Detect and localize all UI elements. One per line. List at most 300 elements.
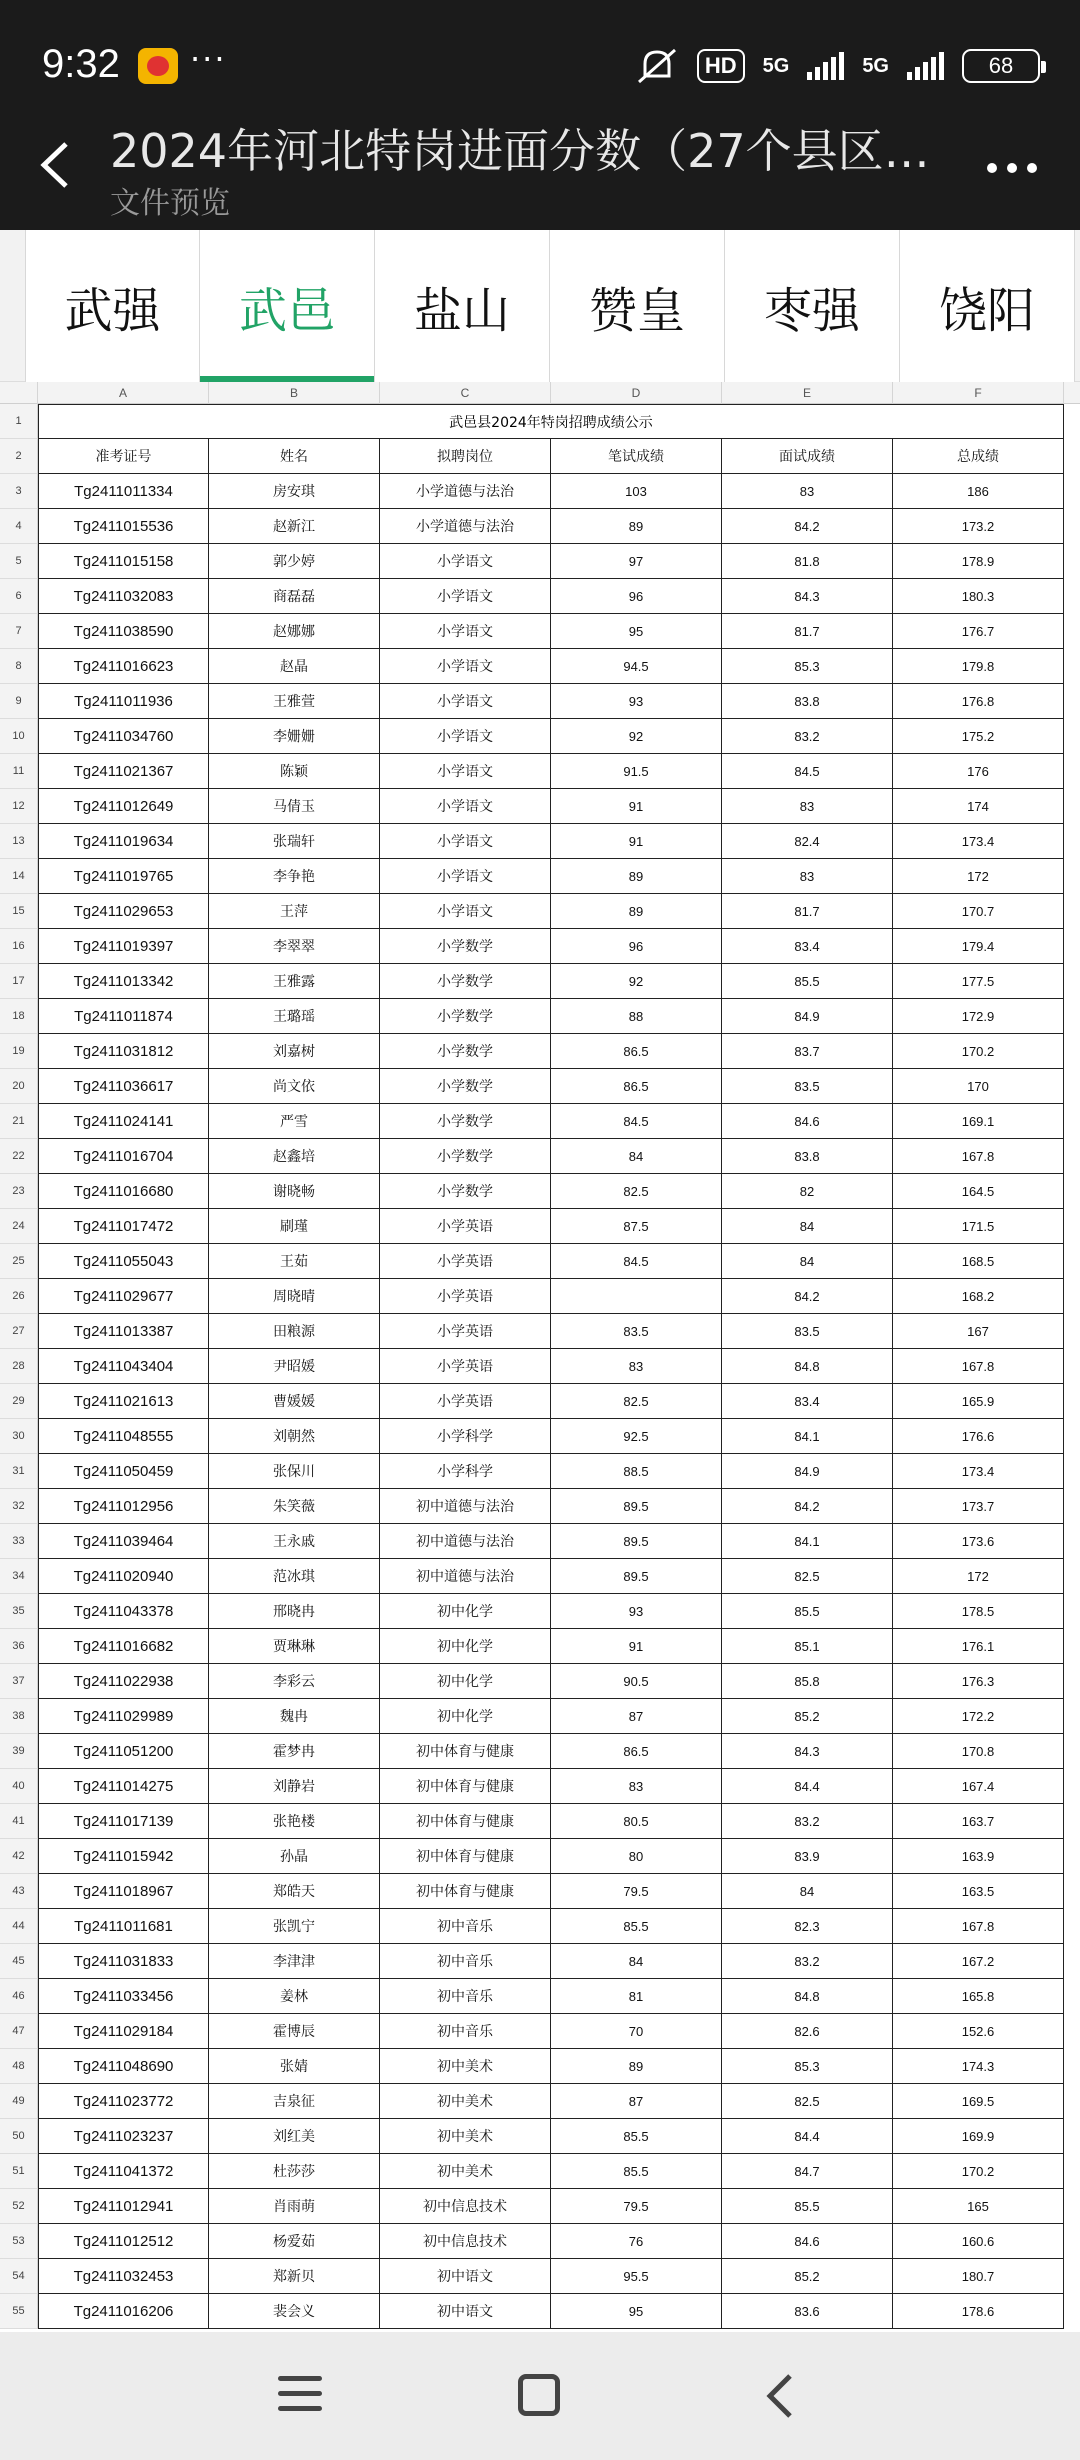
table-cell[interactable]: 88	[551, 999, 722, 1034]
table-cell[interactable]: 179.4	[893, 929, 1064, 964]
row-number[interactable]: 8	[0, 649, 38, 684]
table-cell[interactable]: Tg2411036617	[38, 1069, 209, 1104]
tab-zaoqiang[interactable]: 枣强	[725, 230, 900, 382]
table-cell[interactable]: 严雪	[209, 1104, 380, 1139]
table-cell[interactable]: 83.8	[722, 1139, 893, 1174]
row-number[interactable]: 14	[0, 859, 38, 894]
table-cell[interactable]: 张婧	[209, 2049, 380, 2084]
table-cell[interactable]: 陈颖	[209, 754, 380, 789]
table-cell[interactable]: 164.5	[893, 1174, 1064, 1209]
table-cell[interactable]: Tg2411055043	[38, 1244, 209, 1279]
row-number[interactable]: 18	[0, 999, 38, 1034]
table-cell[interactable]: 李津津	[209, 1944, 380, 1979]
table-cell[interactable]: Tg2411041372	[38, 2154, 209, 2189]
header-cell[interactable]: 拟聘岗位	[380, 439, 551, 474]
table-cell[interactable]: 93	[551, 1594, 722, 1629]
table-cell[interactable]: 小学数学	[380, 1034, 551, 1069]
table-cell[interactable]: 186	[893, 474, 1064, 509]
table-cell[interactable]: 95.5	[551, 2259, 722, 2294]
table-cell[interactable]: 179.8	[893, 649, 1064, 684]
table-cell[interactable]: 82.5	[722, 2084, 893, 2119]
table-cell[interactable]: Tg2411023772	[38, 2084, 209, 2119]
table-cell[interactable]: 174	[893, 789, 1064, 824]
table-cell[interactable]: 80	[551, 1839, 722, 1874]
table-cell[interactable]: 87	[551, 2084, 722, 2119]
table-cell[interactable]: Tg2411011334	[38, 474, 209, 509]
table-cell[interactable]: 168.2	[893, 1279, 1064, 1314]
table-cell[interactable]: Tg2411014275	[38, 1769, 209, 1804]
table-cell[interactable]: 初中美术	[380, 2084, 551, 2119]
table-cell[interactable]: 小学科学	[380, 1419, 551, 1454]
table-cell[interactable]: 姜林	[209, 1979, 380, 2014]
table-cell[interactable]: 173.4	[893, 824, 1064, 859]
table-cell[interactable]: 85.2	[722, 2259, 893, 2294]
table-cell[interactable]: 85.3	[722, 649, 893, 684]
table-cell[interactable]: Tg2411011874	[38, 999, 209, 1034]
table-cell[interactable]: 176.6	[893, 1419, 1064, 1454]
column-letter[interactable]: B	[209, 382, 380, 404]
table-cell[interactable]: Tg2411015536	[38, 509, 209, 544]
table-cell[interactable]: 91.5	[551, 754, 722, 789]
table-cell[interactable]: 172.9	[893, 999, 1064, 1034]
table-cell[interactable]: 84.3	[722, 579, 893, 614]
table-cell[interactable]: 王茹	[209, 1244, 380, 1279]
table-cell[interactable]: 初中化学	[380, 1664, 551, 1699]
row-number[interactable]: 12	[0, 789, 38, 824]
row-number[interactable]: 16	[0, 929, 38, 964]
table-cell[interactable]: 92	[551, 964, 722, 999]
table-cell[interactable]: 83.2	[722, 1944, 893, 1979]
table-cell[interactable]: 175.2	[893, 719, 1064, 754]
table-cell[interactable]: 84.7	[722, 2154, 893, 2189]
table-cell[interactable]: 84.4	[722, 2119, 893, 2154]
table-cell[interactable]: Tg2411029989	[38, 1699, 209, 1734]
table-cell[interactable]: 刘嘉树	[209, 1034, 380, 1069]
table-cell[interactable]: 张艳楼	[209, 1804, 380, 1839]
table-cell[interactable]: 84	[551, 1944, 722, 1979]
table-cell[interactable]: Tg2411016704	[38, 1139, 209, 1174]
table-cell[interactable]: 小学英语	[380, 1384, 551, 1419]
table-cell[interactable]: 96	[551, 579, 722, 614]
table-cell[interactable]: 95	[551, 2294, 722, 2329]
row-number[interactable]: 25	[0, 1244, 38, 1279]
header-cell[interactable]: 姓名	[209, 439, 380, 474]
table-cell[interactable]	[551, 1279, 722, 1314]
table-cell[interactable]: 92.5	[551, 1419, 722, 1454]
row-number[interactable]: 24	[0, 1209, 38, 1244]
table-cell[interactable]: 167.2	[893, 1944, 1064, 1979]
table-cell[interactable]: 83.9	[722, 1839, 893, 1874]
row-number[interactable]: 31	[0, 1454, 38, 1489]
row-number[interactable]: 51	[0, 2154, 38, 2189]
table-cell[interactable]: 84.5	[551, 1244, 722, 1279]
table-cell[interactable]: 小学英语	[380, 1209, 551, 1244]
row-number[interactable]: 37	[0, 1664, 38, 1699]
table-cell[interactable]: 84.8	[722, 1979, 893, 2014]
table-cell[interactable]: 李争艳	[209, 859, 380, 894]
table-cell[interactable]: 小学数学	[380, 1139, 551, 1174]
table-cell[interactable]: 97	[551, 544, 722, 579]
table-cell[interactable]: 84	[722, 1874, 893, 1909]
table-cell[interactable]: Tg2411051200	[38, 1734, 209, 1769]
table-cell[interactable]: 83.6	[722, 2294, 893, 2329]
table-cell[interactable]: 88.5	[551, 1454, 722, 1489]
table-cell[interactable]: 81.7	[722, 894, 893, 929]
row-number[interactable]: 10	[0, 719, 38, 754]
table-cell[interactable]: 170	[893, 1069, 1064, 1104]
table-cell[interactable]: 尚文依	[209, 1069, 380, 1104]
table-cell[interactable]: 杨爱茹	[209, 2224, 380, 2259]
table-cell[interactable]: 小学英语	[380, 1314, 551, 1349]
table-cell[interactable]: 167	[893, 1314, 1064, 1349]
table-cell[interactable]: 小学语文	[380, 859, 551, 894]
table-cell[interactable]: 84.5	[551, 1104, 722, 1139]
table-cell[interactable]: Tg2411012956	[38, 1489, 209, 1524]
row-number[interactable]: 42	[0, 1839, 38, 1874]
table-cell[interactable]: 83	[722, 789, 893, 824]
row-number[interactable]: 3	[0, 474, 38, 509]
table-cell[interactable]: 96	[551, 929, 722, 964]
row-number[interactable]: 44	[0, 1909, 38, 1944]
table-cell[interactable]: 85.5	[722, 2189, 893, 2224]
table-cell[interactable]: 初中体育与健康	[380, 1804, 551, 1839]
table-cell[interactable]: 朱笑薇	[209, 1489, 380, 1524]
table-cell[interactable]: 84.4	[722, 1769, 893, 1804]
table-cell[interactable]: 172	[893, 859, 1064, 894]
table-cell[interactable]: 170.7	[893, 894, 1064, 929]
column-letter[interactable]: E	[722, 382, 893, 404]
table-cell[interactable]: 170.2	[893, 1034, 1064, 1069]
table-cell[interactable]: 84.1	[722, 1524, 893, 1559]
table-cell[interactable]: 85.5	[722, 964, 893, 999]
table-cell[interactable]: 84.6	[722, 1104, 893, 1139]
header-cell[interactable]: 笔试成绩	[551, 439, 722, 474]
row-number[interactable]: 23	[0, 1174, 38, 1209]
table-cell[interactable]: 初中语文	[380, 2294, 551, 2329]
table-cell[interactable]: 83	[551, 1349, 722, 1384]
column-letter[interactable]: C	[380, 382, 551, 404]
table-cell[interactable]: 初中化学	[380, 1699, 551, 1734]
header-cell[interactable]: 准考证号	[38, 439, 209, 474]
table-cell[interactable]: 李姗姗	[209, 719, 380, 754]
table-cell[interactable]: 169.9	[893, 2119, 1064, 2154]
table-cell[interactable]: 赵娜娜	[209, 614, 380, 649]
table-cell[interactable]: 85.3	[722, 2049, 893, 2084]
table-cell[interactable]: 郑皓天	[209, 1874, 380, 1909]
row-number[interactable]: 29	[0, 1384, 38, 1419]
table-cell[interactable]: 87	[551, 1699, 722, 1734]
table-cell[interactable]: 160.6	[893, 2224, 1064, 2259]
row-number[interactable]: 36	[0, 1629, 38, 1664]
table-cell[interactable]: 李翠翠	[209, 929, 380, 964]
row-number[interactable]: 15	[0, 894, 38, 929]
row-number[interactable]: 48	[0, 2049, 38, 2084]
table-cell[interactable]: 91	[551, 789, 722, 824]
table-cell[interactable]: 小学数学	[380, 1174, 551, 1209]
row-number[interactable]: 20	[0, 1069, 38, 1104]
table-cell[interactable]: 81.8	[722, 544, 893, 579]
table-cell[interactable]: 初中信息技术	[380, 2189, 551, 2224]
row-number[interactable]: 4	[0, 509, 38, 544]
table-cell[interactable]: Tg2411019765	[38, 859, 209, 894]
table-cell[interactable]: 初中化学	[380, 1629, 551, 1664]
table-cell[interactable]: 86.5	[551, 1069, 722, 1104]
row-number[interactable]: 6	[0, 579, 38, 614]
row-number[interactable]: 9	[0, 684, 38, 719]
table-cell[interactable]: 91	[551, 1629, 722, 1664]
table-cell[interactable]: 86.5	[551, 1034, 722, 1069]
table-cell[interactable]: 84	[722, 1209, 893, 1244]
table-cell[interactable]: 170.2	[893, 2154, 1064, 2189]
corner-cell[interactable]	[0, 382, 38, 404]
table-cell[interactable]: 郑新贝	[209, 2259, 380, 2294]
row-number[interactable]: 49	[0, 2084, 38, 2119]
row-number[interactable]: 34	[0, 1559, 38, 1594]
table-cell[interactable]: Tg2411031833	[38, 1944, 209, 1979]
table-cell[interactable]: 小学数学	[380, 999, 551, 1034]
table-cell[interactable]: 84.2	[722, 509, 893, 544]
table-cell[interactable]: Tg2411016623	[38, 649, 209, 684]
table-cell[interactable]: 魏冉	[209, 1699, 380, 1734]
table-cell[interactable]: Tg2411029184	[38, 2014, 209, 2049]
table-cell[interactable]: 70	[551, 2014, 722, 2049]
table-cell[interactable]: 郭少婷	[209, 544, 380, 579]
table-cell[interactable]: Tg2411032453	[38, 2259, 209, 2294]
row-number[interactable]: 35	[0, 1594, 38, 1629]
table-cell[interactable]: 小学语文	[380, 579, 551, 614]
table-cell[interactable]: Tg2411012512	[38, 2224, 209, 2259]
table-cell[interactable]: 178.6	[893, 2294, 1064, 2329]
row-number[interactable]: 43	[0, 1874, 38, 1909]
table-cell[interactable]: 初中语文	[380, 2259, 551, 2294]
table-cell[interactable]: 84	[551, 1139, 722, 1174]
table-cell[interactable]: 小学数学	[380, 929, 551, 964]
table-cell[interactable]: 刘静岩	[209, 1769, 380, 1804]
table-cell[interactable]: 178.9	[893, 544, 1064, 579]
table-cell[interactable]: Tg2411050459	[38, 1454, 209, 1489]
table-cell[interactable]: 86.5	[551, 1734, 722, 1769]
tab-wuyi[interactable]: 武邑	[200, 230, 375, 382]
table-cell[interactable]: 张凯宁	[209, 1909, 380, 1944]
table-cell[interactable]: 小学语文	[380, 649, 551, 684]
row-number[interactable]: 30	[0, 1419, 38, 1454]
table-cell[interactable]: Tg2411043404	[38, 1349, 209, 1384]
table-cell[interactable]: 176.7	[893, 614, 1064, 649]
table-cell[interactable]: 张保川	[209, 1454, 380, 1489]
table-cell[interactable]: 76	[551, 2224, 722, 2259]
table-cell[interactable]: 165	[893, 2189, 1064, 2224]
table-cell[interactable]: 王永戚	[209, 1524, 380, 1559]
table-cell[interactable]: 小学道德与法治	[380, 509, 551, 544]
table-cell[interactable]: 杜莎莎	[209, 2154, 380, 2189]
table-cell[interactable]: 152.6	[893, 2014, 1064, 2049]
table-cell[interactable]: 163.9	[893, 1839, 1064, 1874]
row-number[interactable]: 2	[0, 439, 38, 474]
table-cell[interactable]: 85.5	[722, 1594, 893, 1629]
table-cell[interactable]: 89	[551, 894, 722, 929]
table-cell[interactable]: Tg2411039464	[38, 1524, 209, 1559]
table-cell[interactable]: 房安琪	[209, 474, 380, 509]
row-number[interactable]: 38	[0, 1699, 38, 1734]
table-cell[interactable]: 肖雨萌	[209, 2189, 380, 2224]
table-cell[interactable]: 85.2	[722, 1699, 893, 1734]
table-cell[interactable]: 174.3	[893, 2049, 1064, 2084]
table-cell[interactable]: 谢晓畅	[209, 1174, 380, 1209]
table-cell[interactable]: 173.2	[893, 509, 1064, 544]
row-number[interactable]: 41	[0, 1804, 38, 1839]
table-cell[interactable]: Tg2411038590	[38, 614, 209, 649]
table-cell[interactable]: Tg2411011936	[38, 684, 209, 719]
table-cell[interactable]: 83	[551, 1769, 722, 1804]
table-cell[interactable]: 初中道德与法治	[380, 1524, 551, 1559]
table-cell[interactable]: 85.8	[722, 1664, 893, 1699]
table-cell[interactable]: 张瑞轩	[209, 824, 380, 859]
table-cell[interactable]: 小学语文	[380, 684, 551, 719]
table-cell[interactable]: 商磊磊	[209, 579, 380, 614]
table-cell[interactable]: 曹媛媛	[209, 1384, 380, 1419]
row-number[interactable]: 26	[0, 1279, 38, 1314]
table-cell[interactable]: Tg2411021367	[38, 754, 209, 789]
table-cell[interactable]: 81	[551, 1979, 722, 2014]
table-cell[interactable]: 163.5	[893, 1874, 1064, 1909]
row-number[interactable]: 33	[0, 1524, 38, 1559]
table-cell[interactable]: 83.7	[722, 1034, 893, 1069]
row-number[interactable]: 28	[0, 1349, 38, 1384]
table-cell[interactable]: Tg2411048555	[38, 1419, 209, 1454]
table-cell[interactable]: Tg2411016206	[38, 2294, 209, 2329]
table-cell[interactable]: 180.7	[893, 2259, 1064, 2294]
table-cell[interactable]: 94.5	[551, 649, 722, 684]
row-number[interactable]: 5	[0, 544, 38, 579]
table-cell[interactable]: Tg2411034760	[38, 719, 209, 754]
table-cell[interactable]: 83.4	[722, 1384, 893, 1419]
table-cell[interactable]: Tg2411013387	[38, 1314, 209, 1349]
table-cell[interactable]: 小学英语	[380, 1349, 551, 1384]
table-cell[interactable]: Tg2411017472	[38, 1209, 209, 1244]
table-cell[interactable]: 89	[551, 859, 722, 894]
table-cell[interactable]: 王璐瑶	[209, 999, 380, 1034]
table-cell[interactable]: 赵新江	[209, 509, 380, 544]
table-cell[interactable]: 刘朝然	[209, 1419, 380, 1454]
menu-icon[interactable]	[278, 2376, 322, 2416]
table-cell[interactable]: 83.2	[722, 719, 893, 754]
table-cell[interactable]: 84.1	[722, 1419, 893, 1454]
table-cell[interactable]: 刘红美	[209, 2119, 380, 2154]
row-number[interactable]: 47	[0, 2014, 38, 2049]
table-cell[interactable]: 82.5	[551, 1174, 722, 1209]
table-cell[interactable]: Tg2411023237	[38, 2119, 209, 2154]
table-cell[interactable]: Tg2411011681	[38, 1909, 209, 1944]
table-cell[interactable]: 173.7	[893, 1489, 1064, 1524]
table-cell[interactable]: 小学语文	[380, 719, 551, 754]
table-cell[interactable]: Tg2411022938	[38, 1664, 209, 1699]
table-cell[interactable]: Tg2411012941	[38, 2189, 209, 2224]
table-cell[interactable]: 84.9	[722, 1454, 893, 1489]
table-cell[interactable]: 初中美术	[380, 2154, 551, 2189]
row-number[interactable]: 27	[0, 1314, 38, 1349]
table-cell[interactable]: 82.5	[551, 1384, 722, 1419]
tab-wuqiang[interactable]: 武强	[25, 230, 200, 382]
table-cell[interactable]: 90.5	[551, 1664, 722, 1699]
table-cell[interactable]: 84.2	[722, 1489, 893, 1524]
table-cell[interactable]: Tg2411024141	[38, 1104, 209, 1139]
table-cell[interactable]: 初中美术	[380, 2049, 551, 2084]
table-cell[interactable]: 霍博辰	[209, 2014, 380, 2049]
table-cell[interactable]: Tg2411016682	[38, 1629, 209, 1664]
table-cell[interactable]: 周晓晴	[209, 1279, 380, 1314]
table-cell[interactable]: Tg2411018967	[38, 1874, 209, 1909]
table-cell[interactable]: 85.1	[722, 1629, 893, 1664]
table-cell[interactable]: 85.5	[551, 2119, 722, 2154]
row-number[interactable]: 7	[0, 614, 38, 649]
table-cell[interactable]: Tg2411015158	[38, 544, 209, 579]
row-number[interactable]: 46	[0, 1979, 38, 2014]
table-cell[interactable]: 初中体育与健康	[380, 1734, 551, 1769]
table-cell[interactable]: 167.8	[893, 1909, 1064, 1944]
table-cell[interactable]: 165.9	[893, 1384, 1064, 1419]
table-cell[interactable]: 马倩玉	[209, 789, 380, 824]
row-number[interactable]: 52	[0, 2189, 38, 2224]
column-letter[interactable]: D	[551, 382, 722, 404]
row-number[interactable]: 32	[0, 1489, 38, 1524]
table-cell[interactable]: 初中体育与健康	[380, 1839, 551, 1874]
table-cell[interactable]: 刷瑾	[209, 1209, 380, 1244]
table-cell[interactable]: 83	[722, 474, 893, 509]
table-cell[interactable]: 小学科学	[380, 1454, 551, 1489]
table-cell[interactable]: 83.5	[551, 1314, 722, 1349]
table-cell[interactable]: 103	[551, 474, 722, 509]
row-number[interactable]: 11	[0, 754, 38, 789]
table-cell[interactable]: 裴会义	[209, 2294, 380, 2329]
row-number[interactable]: 13	[0, 824, 38, 859]
header-cell[interactable]: 总成绩	[893, 439, 1064, 474]
table-cell[interactable]: 尹昭媛	[209, 1349, 380, 1384]
chevron-left-icon[interactable]	[36, 140, 76, 190]
back-icon[interactable]	[760, 2372, 800, 2420]
column-letter[interactable]: A	[38, 382, 209, 404]
table-cell[interactable]: 小学语文	[380, 894, 551, 929]
table-cell[interactable]: 84.9	[722, 999, 893, 1034]
row-number[interactable]: 39	[0, 1734, 38, 1769]
row-number[interactable]: 17	[0, 964, 38, 999]
row-number[interactable]: 50	[0, 2119, 38, 2154]
table-cell[interactable]: 82.6	[722, 2014, 893, 2049]
table-cell[interactable]: 178.5	[893, 1594, 1064, 1629]
table-cell[interactable]: 177.5	[893, 964, 1064, 999]
table-cell[interactable]: 小学英语	[380, 1279, 551, 1314]
table-cell[interactable]: 小学英语	[380, 1244, 551, 1279]
table-cell[interactable]: Tg2411016680	[38, 1174, 209, 1209]
table-cell[interactable]: 167.8	[893, 1349, 1064, 1384]
table-cell[interactable]: 167.8	[893, 1139, 1064, 1174]
table-cell[interactable]: 168.5	[893, 1244, 1064, 1279]
table-cell[interactable]: 173.4	[893, 1454, 1064, 1489]
table-cell[interactable]: Tg2411017139	[38, 1804, 209, 1839]
table-cell[interactable]: 小学语文	[380, 824, 551, 859]
table-cell[interactable]: 176.1	[893, 1629, 1064, 1664]
table-cell[interactable]: 165.8	[893, 1979, 1064, 2014]
tab-raoyang[interactable]: 饶阳	[900, 230, 1075, 382]
table-cell[interactable]: 89.5	[551, 1489, 722, 1524]
row-number[interactable]: 21	[0, 1104, 38, 1139]
table-cell[interactable]: 邢晓冉	[209, 1594, 380, 1629]
table-cell[interactable]: 83.4	[722, 929, 893, 964]
row-number[interactable]: 53	[0, 2224, 38, 2259]
table-cell[interactable]: 79.5	[551, 1874, 722, 1909]
table-cell[interactable]: 83	[722, 859, 893, 894]
table-cell[interactable]: 80.5	[551, 1804, 722, 1839]
table-cell[interactable]: 82	[722, 1174, 893, 1209]
